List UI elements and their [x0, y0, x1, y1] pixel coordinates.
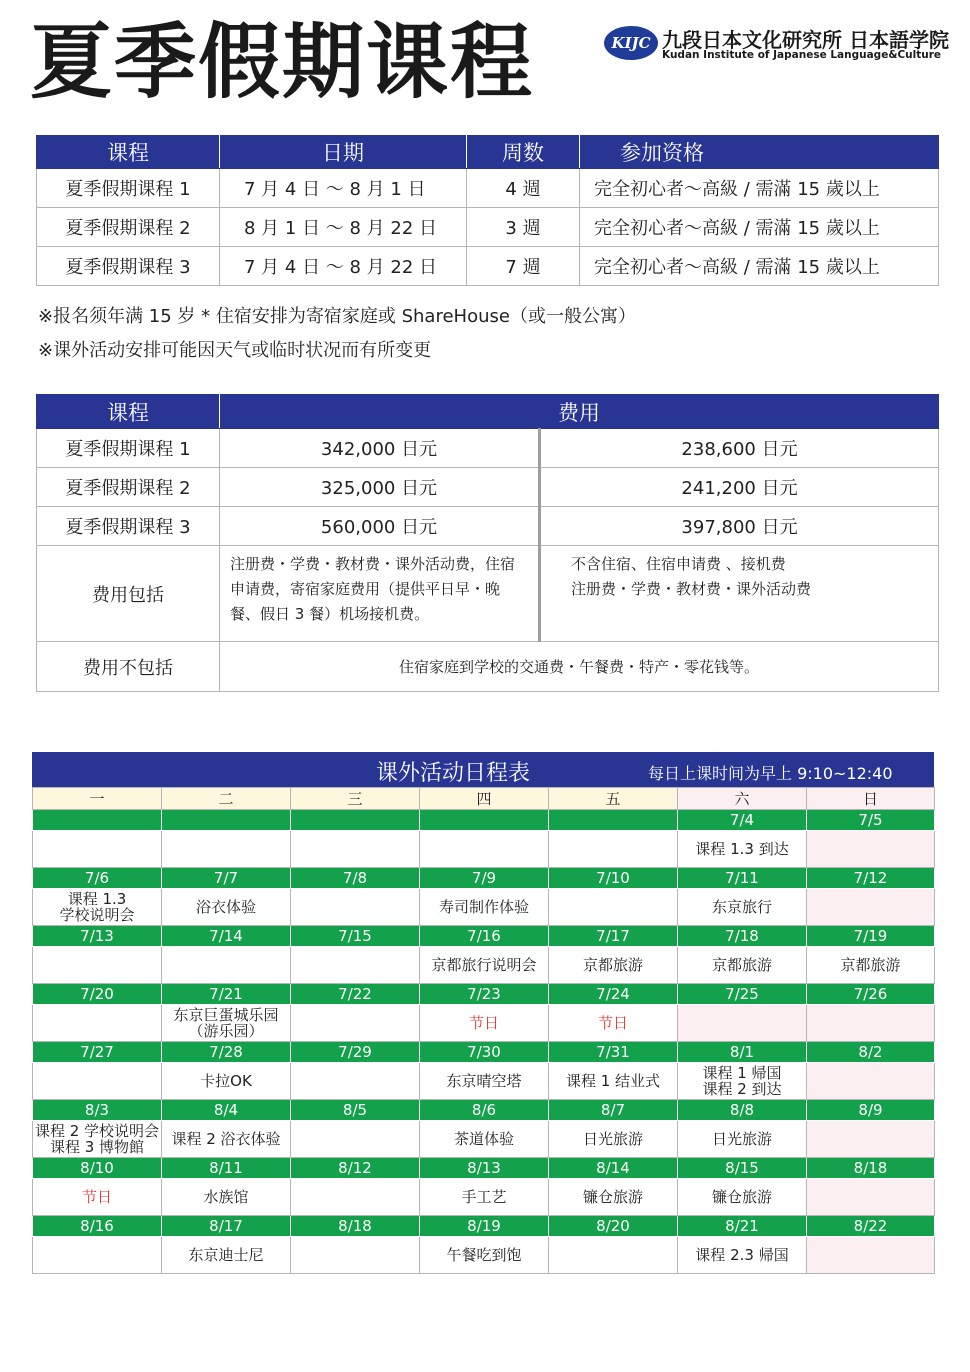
date-cell: 8/16	[33, 1216, 162, 1237]
weekday-label: 二	[162, 788, 291, 810]
schedule-title: 课外活动日程表	[376, 761, 531, 786]
activity-cell	[162, 1005, 291, 1042]
date-cell: 7/21	[162, 984, 291, 1005]
activity-row	[33, 1179, 935, 1216]
date-cell: 7/4	[678, 810, 807, 831]
date-cell: 7/31	[549, 1042, 678, 1063]
activity-text: 镰仓旅游	[582, 1188, 643, 1206]
schedule-class-time: 每日上课时间为早上 9:10~12:40	[648, 764, 893, 783]
notes	[38, 300, 636, 368]
fee-includes-label: 费用包括	[37, 546, 220, 642]
activity-cell	[678, 889, 807, 926]
activity-cell	[420, 1063, 549, 1100]
date-cell: 7/6	[33, 868, 162, 889]
activity-text: 寿司制作体验	[438, 898, 529, 916]
activity-cell	[420, 889, 549, 926]
school-logo	[604, 24, 949, 68]
fee-excludes-row	[37, 642, 939, 692]
activity-row	[33, 831, 935, 868]
activity-text: 浴衣体验	[195, 898, 256, 916]
course-dates: 7 月 4 日 〜 8 月 22 日	[220, 247, 467, 286]
date-row	[33, 1100, 935, 1121]
activity-cell	[162, 947, 291, 984]
activity-schedule	[32, 752, 934, 1274]
date-cell: 8/15	[678, 1158, 807, 1179]
activity-row	[33, 947, 935, 984]
date-cell: 7/12	[807, 868, 935, 889]
activity-cell	[420, 947, 549, 984]
activity-cell	[33, 1005, 162, 1042]
activity-cell	[420, 831, 549, 868]
activity-text: 京都旅游	[711, 956, 772, 974]
date-cell: 7/5	[807, 810, 935, 831]
date-cell: 7/16	[420, 926, 549, 947]
weekday-label: 五	[549, 788, 678, 810]
date-cell: 8/2	[807, 1042, 935, 1063]
weekday-label: 三	[291, 788, 420, 810]
weekday-label: 六	[678, 788, 807, 810]
activity-cell	[678, 1005, 807, 1042]
date-cell: 8/11	[162, 1158, 291, 1179]
course-table	[36, 135, 939, 286]
activity-cell	[807, 1121, 935, 1158]
activity-text: 日光旅游	[582, 1130, 643, 1148]
date-cell: 8/18	[807, 1158, 935, 1179]
fee-course-name: 夏季假期课程 2	[37, 468, 220, 507]
table-row	[37, 429, 939, 468]
activity-text: （游乐园）	[188, 1022, 264, 1040]
activity-cell	[291, 831, 420, 868]
activity-cell	[549, 1237, 678, 1274]
date-cell: 7/25	[678, 984, 807, 1005]
activity-text: 课程 2.3 帰国	[695, 1246, 789, 1264]
page-title: 夏季假期课程	[30, 15, 535, 110]
activity-text: 东京迪士尼	[188, 1246, 264, 1264]
fee-course-name: 夏季假期课程 1	[37, 429, 220, 468]
course-weeks: 4 週	[467, 169, 580, 208]
logo-en-name: Kudan Institute of Japanese Language&Culture	[662, 49, 942, 61]
activity-cell	[807, 889, 935, 926]
date-cell: 7/8	[291, 868, 420, 889]
date-cell: 7/14	[162, 926, 291, 947]
activity-text: 京都旅行说明会	[431, 956, 537, 974]
date-cell	[549, 810, 678, 831]
activity-cell	[678, 1179, 807, 1216]
activity-text: 水族馆	[203, 1188, 249, 1206]
activity-text: 日光旅游	[711, 1130, 772, 1148]
date-cell: 8/21	[678, 1216, 807, 1237]
activity-cell	[420, 1237, 549, 1274]
fee-table	[36, 394, 939, 692]
date-cell: 7/30	[420, 1042, 549, 1063]
date-cell: 7/15	[291, 926, 420, 947]
course-name: 夏季假期课程 1	[37, 169, 220, 208]
header-course: 课程	[37, 395, 220, 429]
activity-row	[33, 1063, 935, 1100]
table-row	[37, 507, 939, 546]
activity-text: 课程 1.3 到达	[695, 840, 789, 858]
activity-text: 京都旅游	[840, 956, 901, 974]
date-cell: 7/19	[807, 926, 935, 947]
weekday-header-row	[33, 788, 935, 810]
activity-row	[33, 1237, 935, 1274]
fee-without-housing: 238,600 日元	[540, 429, 939, 468]
date-cell: 7/23	[420, 984, 549, 1005]
fee-table-header	[37, 395, 939, 429]
fee-includes-b-line2: 注册费・学费・教材费・课外活动费	[571, 580, 812, 598]
date-cell: 7/17	[549, 926, 678, 947]
date-cell: 8/9	[807, 1100, 935, 1121]
activity-cell	[162, 1063, 291, 1100]
activity-cell	[33, 831, 162, 868]
course-eligibility: 完全初心者〜高級 / 需滿 15 歲以上	[580, 169, 939, 208]
activity-row	[33, 1121, 935, 1158]
activity-cell	[807, 1063, 935, 1100]
date-row	[33, 1042, 935, 1063]
activity-cell	[291, 1005, 420, 1042]
course-dates: 8 月 1 日 〜 8 月 22 日	[220, 208, 467, 247]
weekday-label: 四	[420, 788, 549, 810]
activity-text: 节日	[468, 1014, 499, 1032]
header-weeks: 周数	[467, 136, 580, 169]
activity-cell	[549, 1005, 678, 1042]
note-line: ※课外活动安排可能因天气或临时状况而有所变更	[38, 340, 432, 361]
activity-text: 东京巨蛋城乐园	[173, 1006, 279, 1024]
activity-cell	[807, 1237, 935, 1274]
date-cell	[162, 810, 291, 831]
activity-cell	[549, 889, 678, 926]
activity-cell	[807, 831, 935, 868]
logo-badge: KIJC	[604, 26, 658, 60]
activity-cell	[549, 1179, 678, 1216]
activity-row	[33, 889, 935, 926]
activity-text: 手工艺	[461, 1188, 507, 1206]
activity-cell	[291, 889, 420, 926]
activity-cell	[807, 1179, 935, 1216]
date-cell: 8/19	[420, 1216, 549, 1237]
date-cell: 8/7	[549, 1100, 678, 1121]
date-cell: 8/8	[678, 1100, 807, 1121]
date-cell: 7/29	[291, 1042, 420, 1063]
activity-text: 节日	[597, 1014, 628, 1032]
course-weeks: 3 週	[467, 208, 580, 247]
activity-cell	[291, 1237, 420, 1274]
activity-cell	[678, 1237, 807, 1274]
date-cell: 8/3	[33, 1100, 162, 1121]
date-cell: 7/10	[549, 868, 678, 889]
fee-course-name: 夏季假期课程 3	[37, 507, 220, 546]
date-cell: 8/5	[291, 1100, 420, 1121]
date-cell: 8/10	[33, 1158, 162, 1179]
activity-text: 课程 2 浴衣体验	[171, 1130, 281, 1148]
activity-text: 课程 2 到达	[702, 1080, 782, 1098]
course-dates: 7 月 4 日 〜 8 月 1 日	[220, 169, 467, 208]
fee-includes-b	[540, 546, 939, 642]
date-cell: 7/11	[678, 868, 807, 889]
activity-cell	[549, 831, 678, 868]
activity-text: 午餐吃到饱	[446, 1246, 522, 1264]
activity-cell	[420, 1005, 549, 1042]
activity-cell	[678, 947, 807, 984]
schedule-header	[32, 752, 934, 787]
date-cell: 7/24	[549, 984, 678, 1005]
activity-text: 京都旅游	[582, 956, 643, 974]
activity-cell	[33, 1179, 162, 1216]
date-row	[33, 1216, 935, 1237]
fee-without-housing: 397,800 日元	[540, 507, 939, 546]
activity-cell	[291, 1179, 420, 1216]
activity-cell	[291, 1063, 420, 1100]
date-cell: 7/9	[420, 868, 549, 889]
activity-cell	[678, 831, 807, 868]
activity-cell	[807, 1005, 935, 1042]
activity-cell	[420, 1121, 549, 1158]
date-cell: 7/22	[291, 984, 420, 1005]
header-eligibility: 参加资格	[580, 136, 939, 169]
activity-text: 课程 3 博物館	[49, 1138, 145, 1156]
date-cell: 7/27	[33, 1042, 162, 1063]
date-cell: 8/20	[549, 1216, 678, 1237]
activity-text: 茶道体验	[453, 1130, 514, 1148]
activity-cell	[162, 1237, 291, 1274]
header-fees: 费用	[220, 395, 939, 429]
fee-with-housing: 342,000 日元	[220, 429, 540, 468]
activity-cell	[162, 889, 291, 926]
table-row	[37, 169, 939, 208]
activity-cell	[420, 1179, 549, 1216]
date-row	[33, 810, 935, 831]
date-cell: 8/17	[162, 1216, 291, 1237]
date-row	[33, 1158, 935, 1179]
date-cell: 8/13	[420, 1158, 549, 1179]
weekday-label: 日	[807, 788, 935, 810]
fee-excludes-label: 费用不包括	[37, 642, 220, 692]
fee-with-housing: 560,000 日元	[220, 507, 540, 546]
activity-text: 课程 1 帰国	[702, 1064, 782, 1082]
activity-cell	[807, 947, 935, 984]
date-cell: 8/14	[549, 1158, 678, 1179]
date-cell: 8/18	[291, 1216, 420, 1237]
course-weeks: 7 週	[467, 247, 580, 286]
header-dates: 日期	[220, 136, 467, 169]
activity-text: 节日	[81, 1188, 112, 1206]
date-cell: 7/7	[162, 868, 291, 889]
weekday-label: 一	[33, 788, 162, 810]
note-line: ※报名须年满 15 岁 * 住宿安排为寄宿家庭或 ShareHouse（或一般公寓）	[38, 306, 636, 327]
date-cell: 8/1	[678, 1042, 807, 1063]
activity-cell	[33, 1063, 162, 1100]
activity-cell	[678, 1063, 807, 1100]
activity-cell	[162, 1179, 291, 1216]
activity-cell	[549, 947, 678, 984]
date-cell: 8/12	[291, 1158, 420, 1179]
activity-text: 课程 1.3	[67, 890, 127, 908]
activity-cell	[33, 1121, 162, 1158]
activity-text: 卡拉OK	[200, 1072, 252, 1090]
activity-text: 课程 2 学校说明会	[34, 1122, 160, 1140]
date-row	[33, 926, 935, 947]
activity-cell	[291, 947, 420, 984]
date-cell	[33, 810, 162, 831]
activity-cell	[33, 947, 162, 984]
date-cell: 7/26	[807, 984, 935, 1005]
activity-cell	[549, 1121, 678, 1158]
course-eligibility: 完全初心者〜高級 / 需滿 15 歲以上	[580, 208, 939, 247]
date-cell: 7/28	[162, 1042, 291, 1063]
activity-cell	[33, 889, 162, 926]
fee-includes-b-line1: 不含住宿、住宿申请费 、接机费	[571, 555, 786, 573]
activity-text: 课程 1 结业式	[565, 1072, 661, 1090]
course-name: 夏季假期课程 3	[37, 247, 220, 286]
course-table-header	[37, 136, 939, 169]
date-cell: 8/4	[162, 1100, 291, 1121]
table-row	[37, 247, 939, 286]
course-name: 夏季假期课程 2	[37, 208, 220, 247]
activity-cell	[162, 1121, 291, 1158]
fee-includes-row	[37, 546, 939, 642]
date-cell: 8/22	[807, 1216, 935, 1237]
date-cell: 8/6	[420, 1100, 549, 1121]
date-cell	[291, 810, 420, 831]
date-cell	[420, 810, 549, 831]
date-cell: 7/13	[33, 926, 162, 947]
fee-with-housing: 325,000 日元	[220, 468, 540, 507]
activity-text: 镰仓旅游	[711, 1188, 772, 1206]
activity-cell	[678, 1121, 807, 1158]
schedule-table	[32, 787, 935, 1274]
activity-row	[33, 1005, 935, 1042]
fee-without-housing: 241,200 日元	[540, 468, 939, 507]
logo-jp-name: 九段日本文化研究所 日本語学院	[662, 28, 949, 52]
activity-text: 学校说明会	[59, 906, 135, 924]
activity-cell	[549, 1063, 678, 1100]
table-row	[37, 208, 939, 247]
table-row	[37, 468, 939, 507]
date-row	[33, 984, 935, 1005]
header-course: 课程	[37, 136, 220, 169]
activity-cell	[162, 831, 291, 868]
date-cell: 7/20	[33, 984, 162, 1005]
activity-text: 东京旅行	[711, 898, 772, 916]
activity-cell	[33, 1237, 162, 1274]
date-cell: 7/18	[678, 926, 807, 947]
fee-excludes: 住宿家庭到学校的交通费・午餐费・特产・零花钱等。	[220, 642, 939, 692]
fee-includes-a: 注册费・学费・教材费・课外活动费，住宿申请费，寄宿家庭费用（提供平日早・晚餐、假日 3 餐）机场接机费。	[220, 546, 540, 642]
date-row	[33, 868, 935, 889]
activity-text: 东京晴空塔	[446, 1072, 522, 1090]
course-eligibility: 完全初心者〜高級 / 需滿 15 歲以上	[580, 247, 939, 286]
activity-cell	[291, 1121, 420, 1158]
